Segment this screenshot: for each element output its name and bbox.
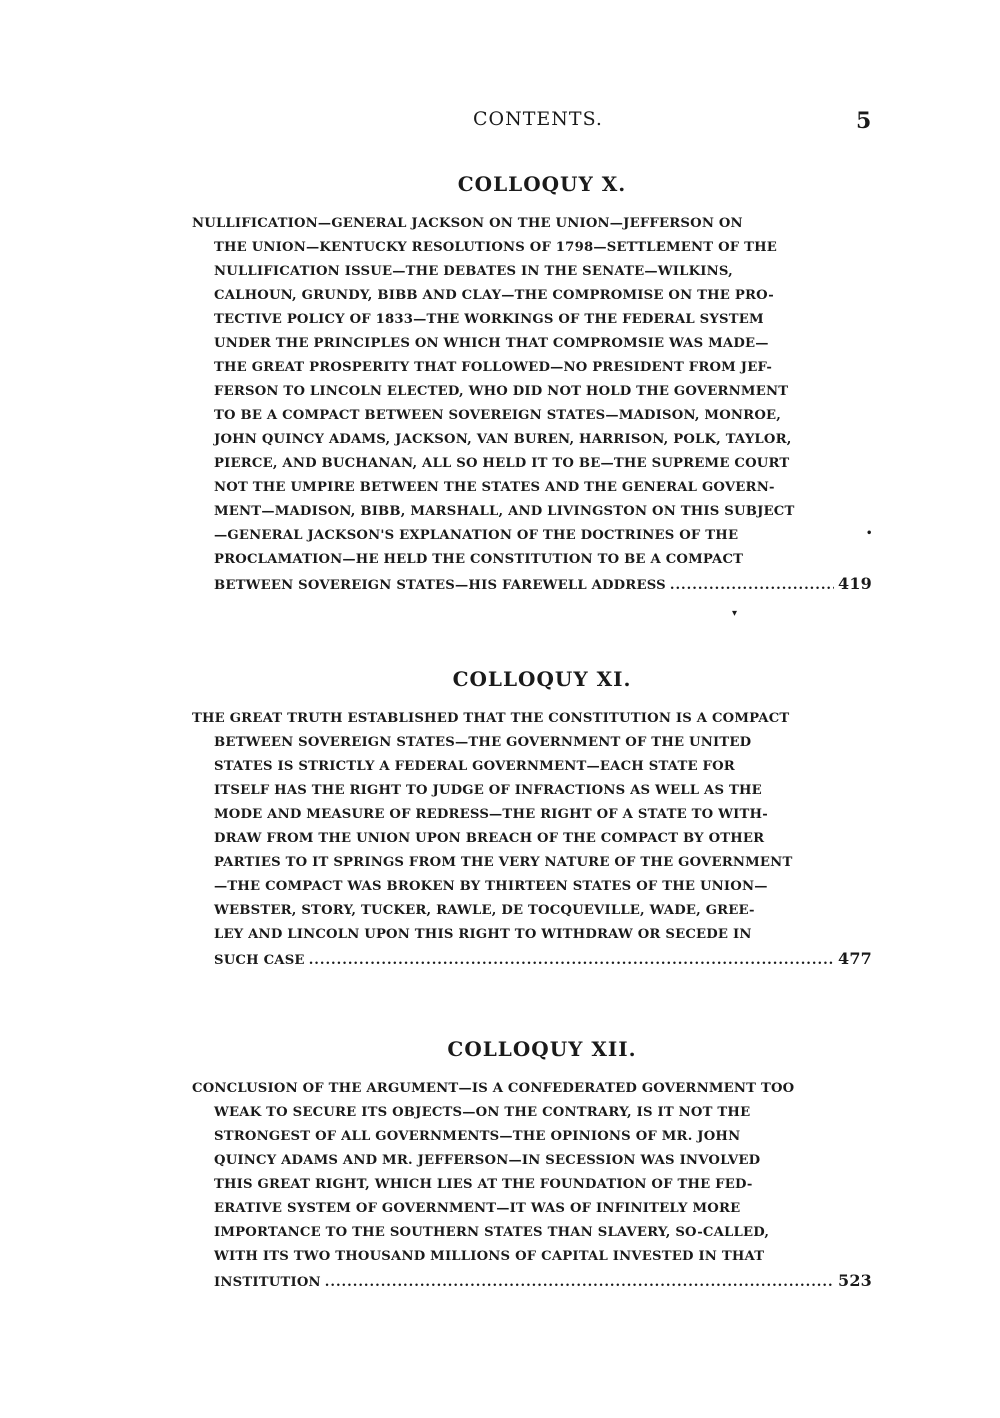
summary-line: UNDER THE PRINCIPLES ON WHICH THAT COMPROMSIE WAS MADE—: [214, 336, 769, 351]
summary-last-line: [192, 572, 872, 598]
dot-leader: [309, 949, 834, 973]
running-head: [0, 108, 1000, 138]
summary-line: ERATIVE SYSTEM OF GOVERNMENT—IT WAS OF INFINITELY MORE: [214, 1201, 741, 1216]
summary-line: —GENERAL JACKSON'S EXPLANATION OF THE DOCTRINES OF THE: [214, 528, 739, 543]
colloquy-x: [192, 172, 872, 598]
summary-line: THE UNION—KENTUCKY RESOLUTIONS OF 1798—SETTLEMENT OF THE: [214, 240, 778, 255]
page-reference: 419: [838, 574, 872, 593]
summary-line: TECTIVE POLICY OF 1833—THE WORKINGS OF THE FEDERAL SYSTEM: [214, 312, 764, 327]
print-speck: •: [866, 528, 873, 539]
page-number: 5: [856, 108, 872, 134]
summary-line: JOHN QUINCY ADAMS, JACKSON, VAN BUREN, HARRISON, POLK, TAYLOR,: [214, 432, 792, 447]
colloquy-heading: COLLOQUY XII.: [447, 1037, 637, 1061]
summary-line: PIERCE, AND BUCHANAN, ALL SO HELD IT TO BE—THE SUPREME COURT: [214, 456, 790, 471]
summary-line: WEAK TO SECURE ITS OBJECTS—ON THE CONTRARY, IS IT NOT THE: [214, 1105, 751, 1120]
summary-line: PROCLAMATION—HE HELD THE CONSTITUTION TO BE A COMPACT: [214, 552, 744, 567]
summary-line: MODE AND MEASURE OF REDRESS—THE RIGHT OF A STATE TO WITH-: [214, 807, 768, 822]
summary-line: NOT THE UMPIRE BETWEEN THE STATES AND THE GENERAL GOVERN-: [214, 480, 775, 495]
summary-last-line: [192, 1269, 872, 1295]
summary-line-end: INSTITUTION: [214, 1275, 321, 1290]
summary-line: ITSELF HAS THE RIGHT TO JUDGE OF INFRACTIONS AS WELL AS THE: [214, 783, 762, 798]
summary-line: WEBSTER, STORY, TUCKER, RAWLE, DE TOCQUEVILLE, WADE, GREE-: [214, 903, 755, 918]
summary-line: FERSON TO LINCOLN ELECTED, WHO DID NOT HOLD THE GOVERNMENT: [214, 384, 789, 399]
summary-line: STRONGEST OF ALL GOVERNMENTS—THE OPINIONS OF MR. JOHN: [214, 1129, 741, 1144]
summary-line-end: BETWEEN SOVEREIGN STATES—HIS FAREWELL ADDRESS: [214, 578, 666, 593]
summary-line: NULLIFICATION—GENERAL JACKSON ON THE UNION—JEFFERSON ON: [192, 216, 743, 231]
summary-line: CONCLUSION OF THE ARGUMENT—IS A CONFEDERATED GOVERNMENT TOO: [192, 1081, 795, 1096]
colloquy-xii: [192, 1037, 872, 1295]
dot-leader: [670, 574, 834, 598]
colloquy-xi: [192, 667, 872, 973]
colloquy-heading: COLLOQUY XI.: [452, 667, 632, 691]
colloquy-summary: [192, 212, 872, 598]
summary-line: PARTIES TO IT SPRINGS FROM THE VERY NATURE OF THE GOVERNMENT: [214, 855, 793, 870]
page-reference: 477: [838, 949, 872, 968]
summary-line: CALHOUN, GRUNDY, BIBB AND CLAY—THE COMPROMISE ON THE PRO-: [214, 288, 774, 303]
print-speck: ▾: [732, 608, 738, 619]
summary-line: MENT—MADISON, BIBB, MARSHALL, AND LIVINGSTON ON THIS SUBJECT: [214, 504, 795, 519]
summary-line: TO BE A COMPACT BETWEEN SOVEREIGN STATES—MADISON, MONROE,: [214, 408, 782, 423]
summary-line: IMPORTANCE TO THE SOUTHERN STATES THAN SLAVERY, SO-CALLED,: [214, 1225, 770, 1240]
colloquy-summary: [192, 1077, 872, 1295]
running-title: CONTENTS.: [473, 108, 603, 130]
summary-line: —THE COMPACT WAS BROKEN BY THIRTEEN STATES OF THE UNION—: [214, 879, 768, 894]
summary-line: THE GREAT TRUTH ESTABLISHED THAT THE CONSTITUTION IS A COMPACT: [192, 711, 790, 726]
summary-last-line: [192, 947, 872, 973]
summary-line: THIS GREAT RIGHT, WHICH LIES AT THE FOUNDATION OF THE FED-: [214, 1177, 753, 1192]
summary-line: THE GREAT PROSPERITY THAT FOLLOWED—NO PRESIDENT FROM JEF-: [214, 360, 773, 375]
summary-line: DRAW FROM THE UNION UPON BREACH OF THE COMPACT BY OTHER: [214, 831, 765, 846]
colloquy-summary: [192, 707, 872, 973]
summary-line-end: SUCH CASE: [214, 953, 305, 968]
summary-line: STATES IS STRICTLY A FEDERAL GOVERNMENT—EACH STATE FOR: [214, 759, 735, 774]
summary-line: BETWEEN SOVEREIGN STATES—THE GOVERNMENT OF THE UNITED: [214, 735, 752, 750]
page-reference: 523: [838, 1271, 872, 1290]
summary-line: WITH ITS TWO THOUSAND MILLIONS OF CAPITAL INVESTED IN THAT: [214, 1249, 765, 1264]
summary-line: NULLIFICATION ISSUE—THE DEBATES IN THE SENATE—WILKINS,: [214, 264, 733, 279]
colloquy-heading: COLLOQUY X.: [457, 172, 627, 196]
dot-leader: [325, 1271, 834, 1295]
summary-line: QUINCY ADAMS AND MR. JEFFERSON—IN SECESSION WAS INVOLVED: [214, 1153, 761, 1168]
summary-line: LEY AND LINCOLN UPON THIS RIGHT TO WITHDRAW OR SECEDE IN: [214, 927, 752, 942]
